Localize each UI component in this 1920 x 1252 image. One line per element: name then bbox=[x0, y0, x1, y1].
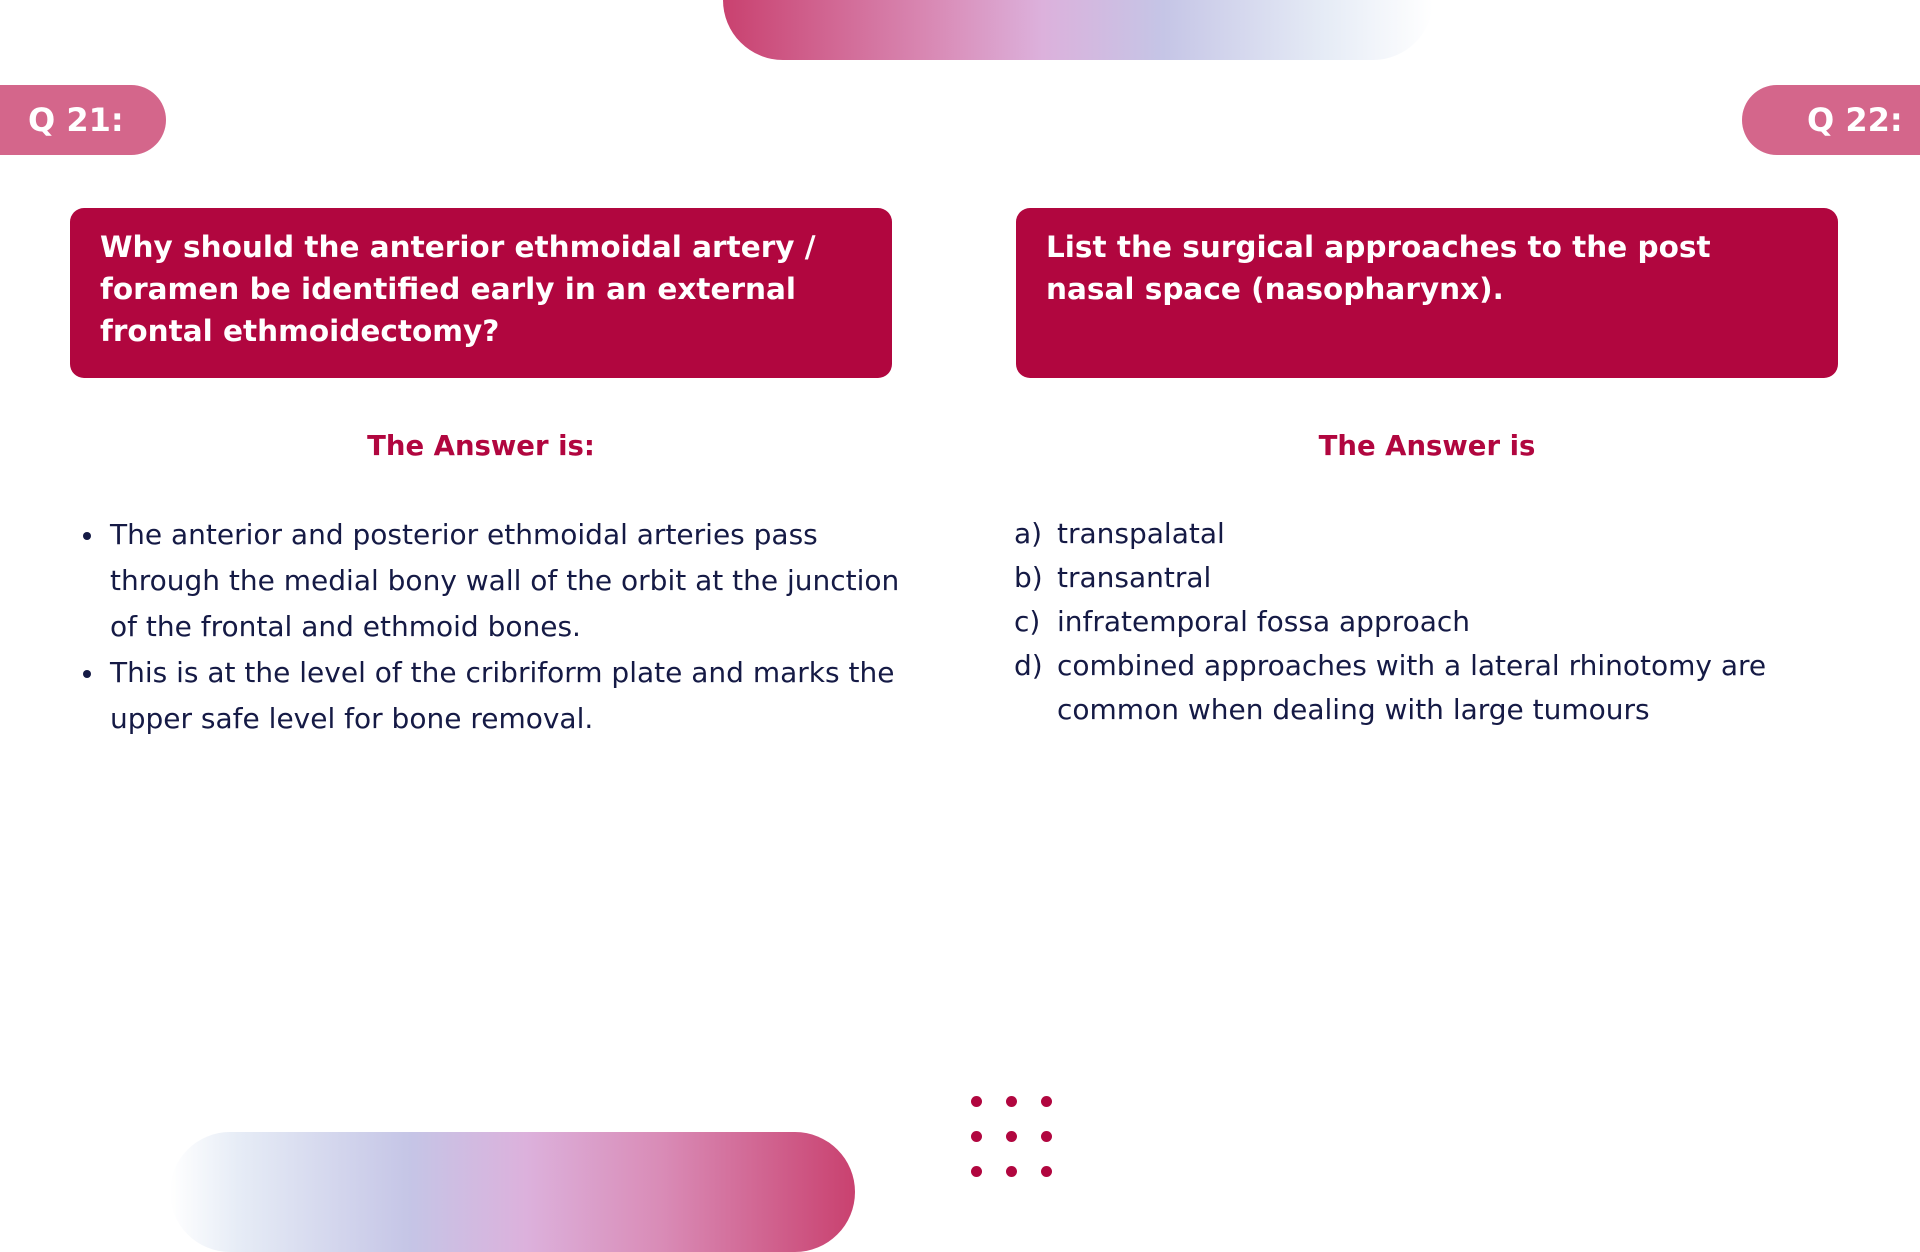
list-letter: a) bbox=[1014, 517, 1043, 550]
answer-point-text: The anterior and posterior ethmoidal arteries pass through the medial bony wall of the orbit at the junction of the frontal and ethmoid bones. bbox=[110, 518, 900, 643]
dot bbox=[1041, 1131, 1052, 1142]
decorative-dot-grid bbox=[971, 1096, 1061, 1186]
decorative-gradient-top bbox=[723, 0, 1433, 60]
list-item bbox=[1014, 644, 1894, 732]
question-21-tab: Q 21: bbox=[0, 85, 166, 155]
answer-item-text: combined approaches with a lateral rhinotomy are common when dealing with large tumours bbox=[1057, 649, 1767, 726]
decorative-gradient-bottom bbox=[170, 1132, 855, 1252]
question-22-answer-list bbox=[1014, 512, 1894, 732]
dot bbox=[1041, 1096, 1052, 1107]
list-letter: b) bbox=[1014, 561, 1043, 594]
answer-item-text: transantral bbox=[1057, 561, 1212, 594]
dot bbox=[971, 1131, 982, 1142]
list-item bbox=[80, 512, 900, 650]
list-item bbox=[1014, 600, 1894, 644]
bullet-icon bbox=[83, 670, 91, 678]
list-letter: c) bbox=[1014, 605, 1041, 638]
question-22-card bbox=[1016, 208, 1838, 378]
question-22-text: List the surgical approaches to the post nasal space (nasopharynx). bbox=[1046, 230, 1711, 306]
list-letter: d) bbox=[1014, 649, 1043, 682]
dot bbox=[971, 1166, 982, 1177]
answer-item-text: transpalatal bbox=[1057, 517, 1225, 550]
question-22-answer-heading: The Answer is bbox=[1318, 430, 1536, 462]
question-21-answer-heading: The Answer is: bbox=[367, 430, 595, 462]
answer-point-text: This is at the level of the cribriform plate and marks the upper safe level for bone removal. bbox=[110, 656, 895, 735]
dot bbox=[971, 1096, 982, 1107]
bullet-icon bbox=[83, 532, 91, 540]
question-22-tab: Q 22: bbox=[1742, 85, 1920, 155]
list-item bbox=[1014, 556, 1894, 600]
dot bbox=[1006, 1131, 1017, 1142]
list-item bbox=[80, 650, 900, 742]
dot bbox=[1006, 1166, 1017, 1177]
dot bbox=[1041, 1166, 1052, 1177]
question-21-text: Why should the anterior ethmoidal artery / foramen be identified early in an external frontal ethmoidectomy? bbox=[100, 230, 816, 348]
answer-item-text: infratemporal fossa approach bbox=[1057, 605, 1471, 638]
question-21-card bbox=[70, 208, 892, 378]
question-21-answer-list bbox=[80, 512, 900, 742]
list-item bbox=[1014, 512, 1894, 556]
dot bbox=[1006, 1096, 1017, 1107]
